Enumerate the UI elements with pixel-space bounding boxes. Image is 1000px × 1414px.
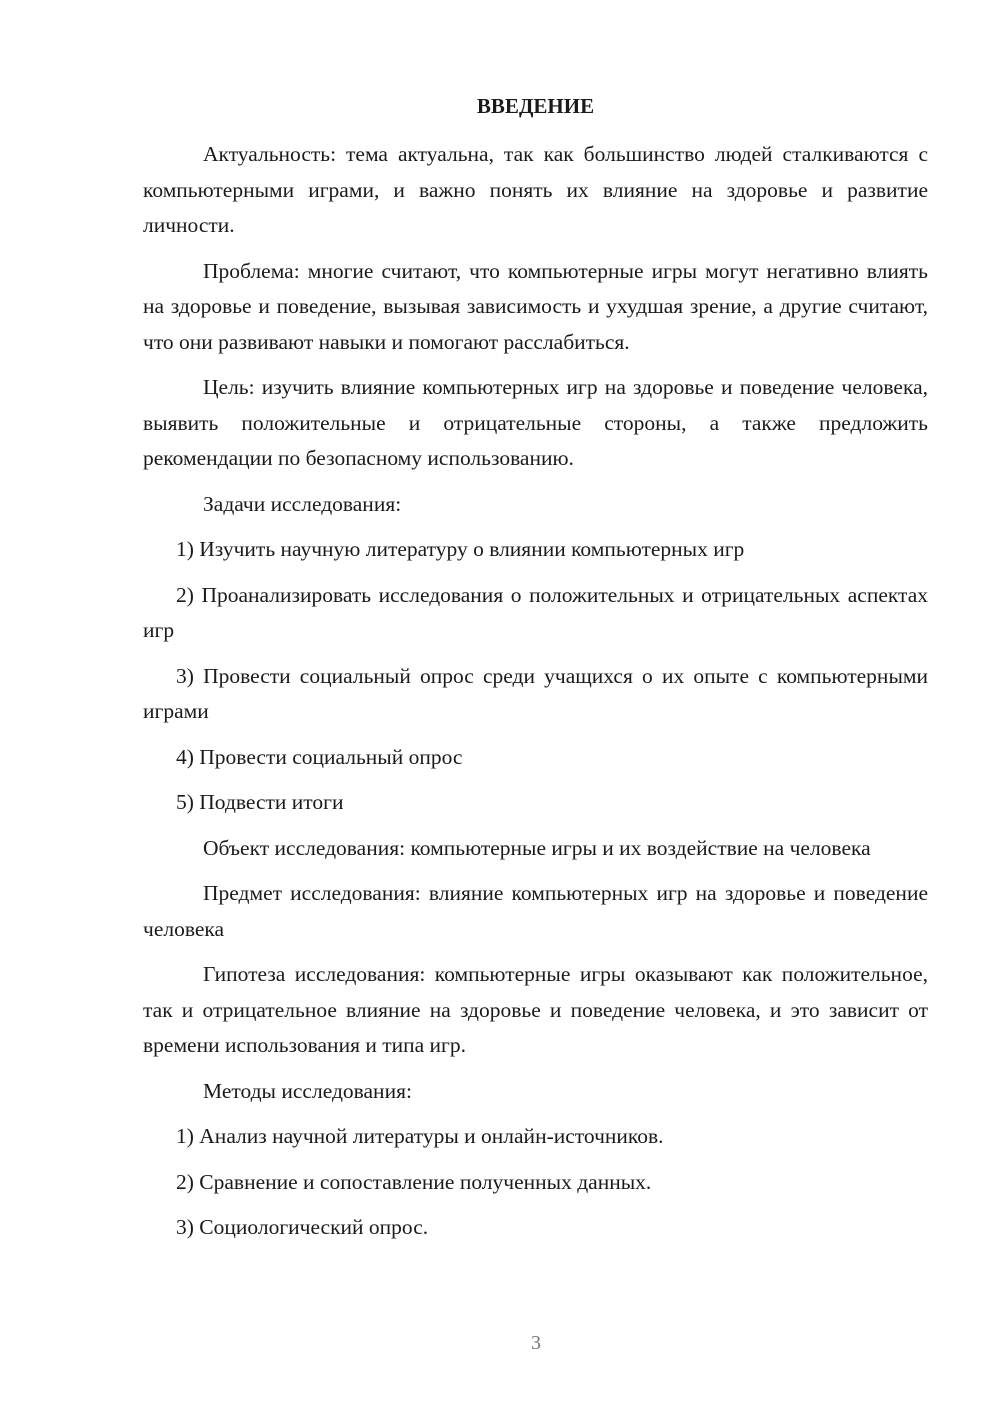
task-item-1: 1) Изучить научную литературу о влиянии компьютерных игр — [176, 537, 745, 561]
hypothesis-paragraph: Гипотеза исследования: компьютерные игры оказывают как положительное, так и отрицательное влияние на здоровье и поведение человека, и это зависит от времени использования и типа игр. — [143, 962, 928, 1057]
subject-paragraph: Предмет исследования: влияние компьютерных игр на здоровье и поведение человека — [143, 881, 928, 941]
method-item-2: 2) Сравнение и сопоставление полученных данных. — [176, 1169, 652, 1194]
task-item-5: 5) Подвести итоги — [176, 790, 344, 814]
page-content — [143, 92, 928, 1256]
task-item-2: 2) Проанализировать исследования о положительных и отрицательных аспектах игр — [143, 582, 928, 642]
problem-paragraph: Проблема: многие считают, что компьютерные игры могут негативно влиять на здоровье и поведение, вызывая зависимость и ухудшая зрение, а другие считают, что они развивают навыки и помогают расслабиться. — [143, 258, 928, 354]
method-item-1: 1) Анализ научной литературы и онлайн-источников. — [176, 1124, 664, 1148]
goal-paragraph: Цель: изучить влияние компьютерных игр на здоровье и поведение человека, выявить положительные и отрицательные стороны, а также предложить рекомендации по безопасному использованию. — [143, 375, 928, 470]
section-title: ВВЕДЕНИЕ — [476, 94, 595, 118]
page-number: 3 — [531, 1332, 541, 1354]
object-paragraph: Объект исследования: компьютерные игры и их воздействие на человека — [203, 835, 871, 860]
relevance-paragraph: Актуальность: тема актуальна, так как большинство людей сталкиваются с компьютерными играми, и важно понять их влияние на здоровье и развитие личности. — [143, 142, 928, 237]
task-item-4: 4) Провести социальный опрос — [176, 744, 463, 769]
methods-heading: Методы исследования: — [203, 1078, 412, 1103]
tasks-heading: Задачи исследования: — [203, 491, 402, 516]
task-item-3: 3) Провести социальный опрос среди учащихся о их опыте с компьютерными играми — [143, 663, 928, 723]
method-item-3: 3) Социологический опрос. — [176, 1215, 429, 1239]
